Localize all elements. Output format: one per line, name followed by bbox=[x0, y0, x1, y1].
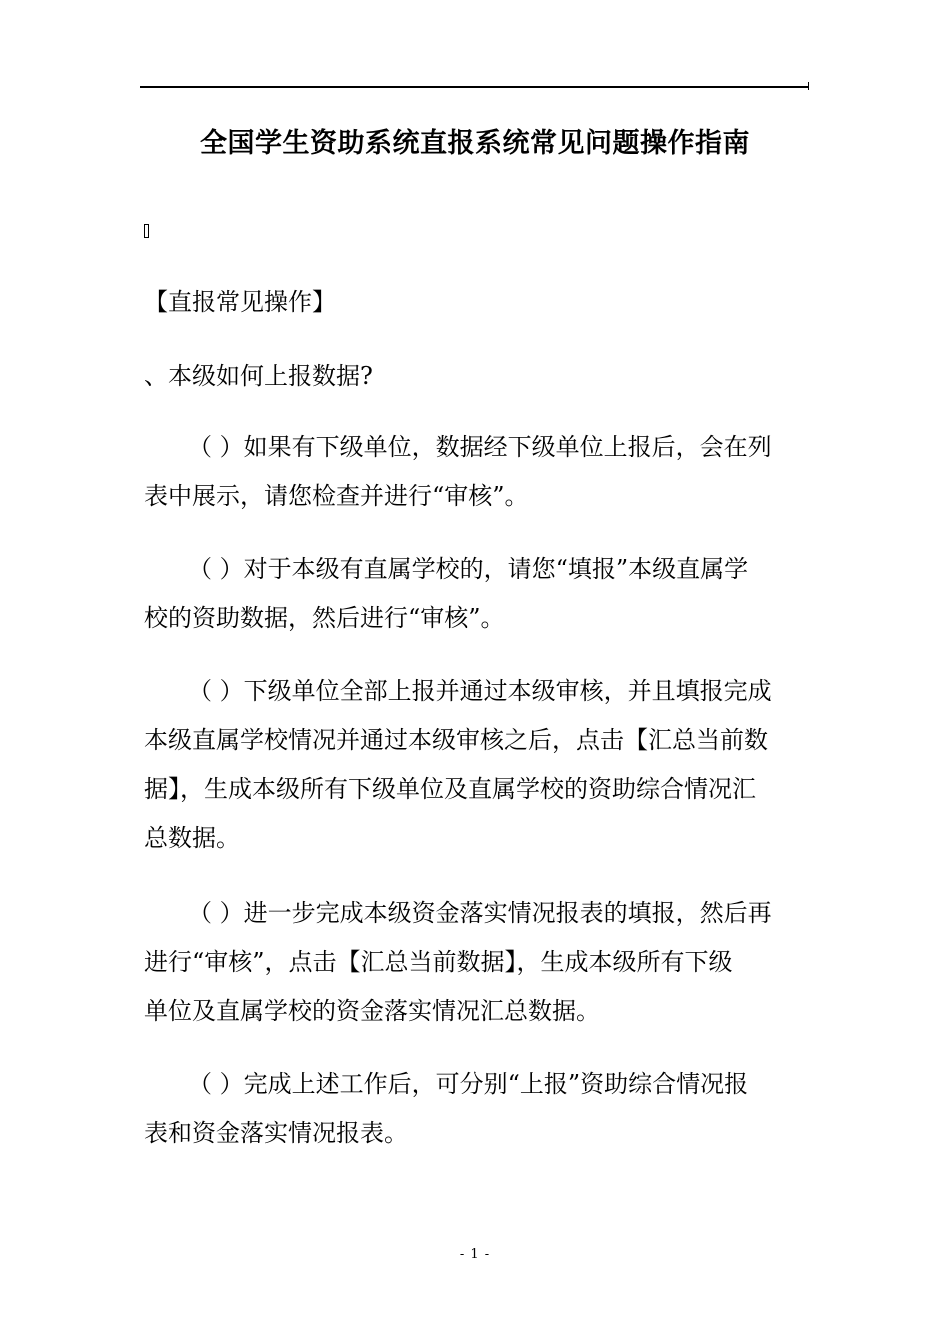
paragraph-line: 校的资助数据，然后进行“审核”。 bbox=[144, 604, 505, 632]
paragraph-4 bbox=[144, 889, 808, 1036]
paragraph-line: （ ）对于本级有直属学校的，请您“填报”本级直属学 bbox=[188, 555, 749, 583]
paragraph-2 bbox=[144, 545, 808, 643]
question-heading: 、本级如何上报数据? bbox=[144, 362, 373, 390]
paragraph-line: （ ）下级单位全部上报并通过本级审核，并且填报完成 bbox=[188, 677, 772, 705]
paragraph-5 bbox=[144, 1060, 808, 1158]
section-heading: 【直报常见操作】 bbox=[144, 288, 336, 316]
paragraph-line: 表中展示，请您检查并进行“审核”。 bbox=[144, 482, 529, 510]
paragraph-line: 本级直属学校情况并通过本级审核之后，点击【汇总当前数 bbox=[144, 726, 768, 754]
document-title: 全国学生资助系统直报系统常见问题操作指南 bbox=[200, 128, 750, 159]
paragraph-line: （ ）如果有下级单位，数据经下级单位上报后，会在列 bbox=[188, 433, 772, 461]
paragraph-line: 表和资金落实情况报表。 bbox=[144, 1119, 408, 1147]
paragraph-line: 单位及直属学校的资金落实情况汇总数据。 bbox=[144, 997, 600, 1025]
paragraph-line: 进行“审核”，点击【汇总当前数据】，生成本级所有下级 bbox=[144, 948, 733, 976]
paragraph-line: 据】，生成本级所有下级单位及直属学校的资助综合情况汇 bbox=[144, 775, 756, 803]
paragraph-line: （ ）完成上述工作后，可分别“上报”资助综合情况报 bbox=[188, 1070, 749, 1098]
missing-glyph-icon bbox=[144, 224, 149, 238]
header-rule-end-mark bbox=[808, 82, 809, 90]
header-rule bbox=[140, 86, 808, 88]
paragraph-line: （ ）进一步完成本级资金落实情况报表的填报，然后再 bbox=[188, 899, 772, 927]
paragraph-line: 总数据。 bbox=[144, 824, 240, 852]
paragraph-3 bbox=[144, 667, 808, 863]
page-number: - 1 - bbox=[459, 1247, 491, 1262]
paragraph-1 bbox=[144, 423, 808, 521]
